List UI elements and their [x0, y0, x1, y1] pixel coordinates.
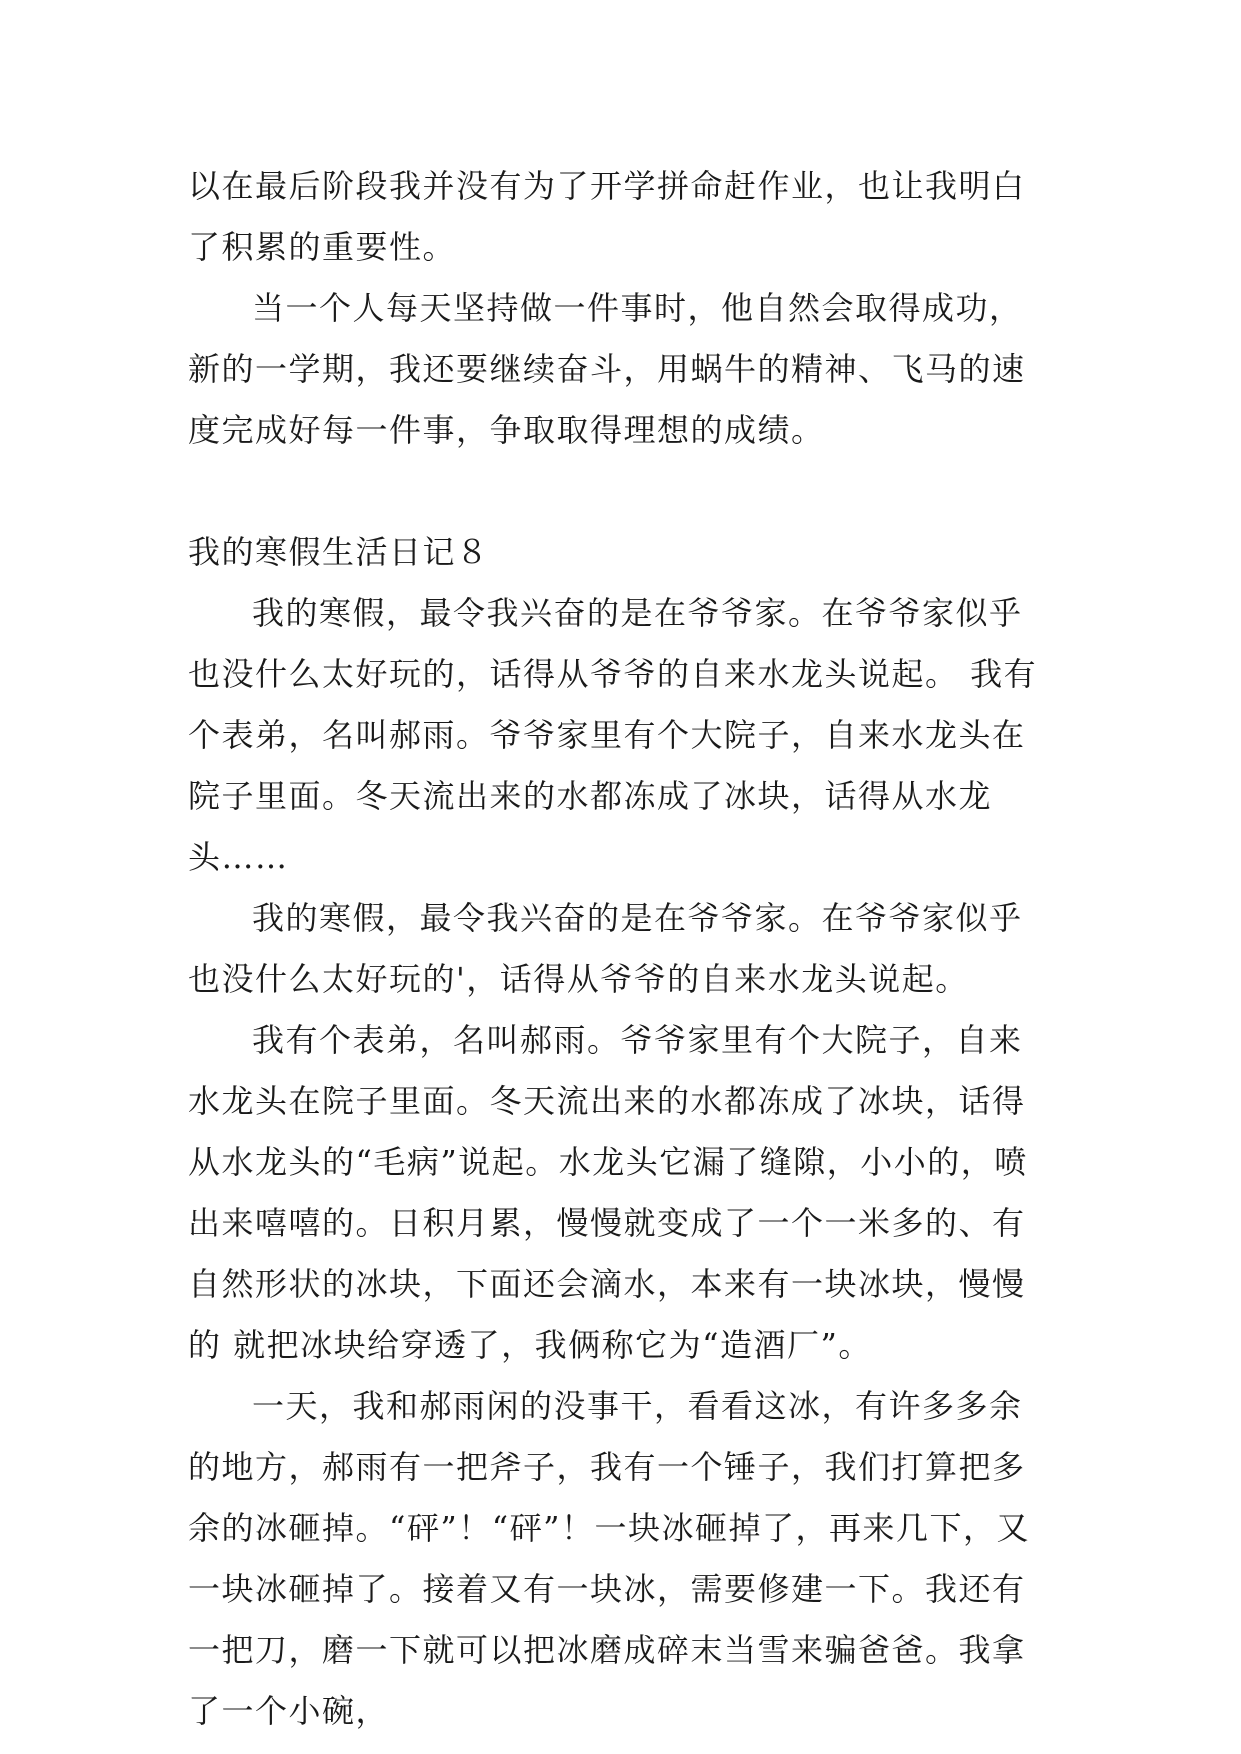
paragraph-continued: 以在最后阶段我并没有为了开学拼命赶作业，也让我明白了积累的重要性。 — [188, 167, 1026, 266]
paragraph-conclusion: 当一个人每天坚持做一件事时，他自然会取得成功，新的一学期，我还要继续奋斗，用蜗牛的精神、飞马的速度完成好每一件事，争取取得理想的成绩。 — [188, 289, 1026, 449]
paragraph: 我有个表弟，名叫郝雨。爷爷家里有个大院子，自来水龙头在院子里面。冬天流出来的水都冻成了冰块，话得从水龙头的“毛病”说起。水龙头它漏了缝隙，小小的，喷出来嘻嘻的。日积月累，慢慢就变成了一个一米多的、有自然形状的冰块，下面还会滴水，本来有一块冰块，慢慢的 就把冰块给穿透了，我俩称它为“造酒厂”。 — [188, 1021, 1028, 1364]
paragraph: 一天，我和郝雨闲的没事干，看看这冰，有许多多余的地方，郝雨有一把斧子，我有一个锤子，我们打算把多余的冰砸掉。“砰”！“砰”！一块冰砸掉了，再来几下，又一块冰砸掉了。接着又有一块冰，需要修建一下。我还有一把刀，磨一下就可以把冰磨成碎末当雪来骗爸爸。我拿了一个小碗， — [188, 1387, 1030, 1730]
paragraph: 我的寒假，最令我兴奋的是在爷爷家。在爷爷家似乎也没什么太好玩的，话得从爷爷的自来水龙头说起。 我有个表弟，名叫郝雨。爷爷家里有个大院子，自来水龙头在院子里面。冬天流出来的水都冻成了冰块，话得从水龙头…… — [188, 594, 1038, 876]
paragraph: 我的寒假，最令我兴奋的是在爷爷家。在爷爷家似乎也没什么太好玩的'，话得从爷爷的自来水龙头说起。 — [188, 899, 1023, 998]
section-spacer — [188, 461, 1054, 522]
document-body — [188, 156, 1054, 1742]
section-title: 我的寒假生活日记８ — [188, 533, 490, 571]
